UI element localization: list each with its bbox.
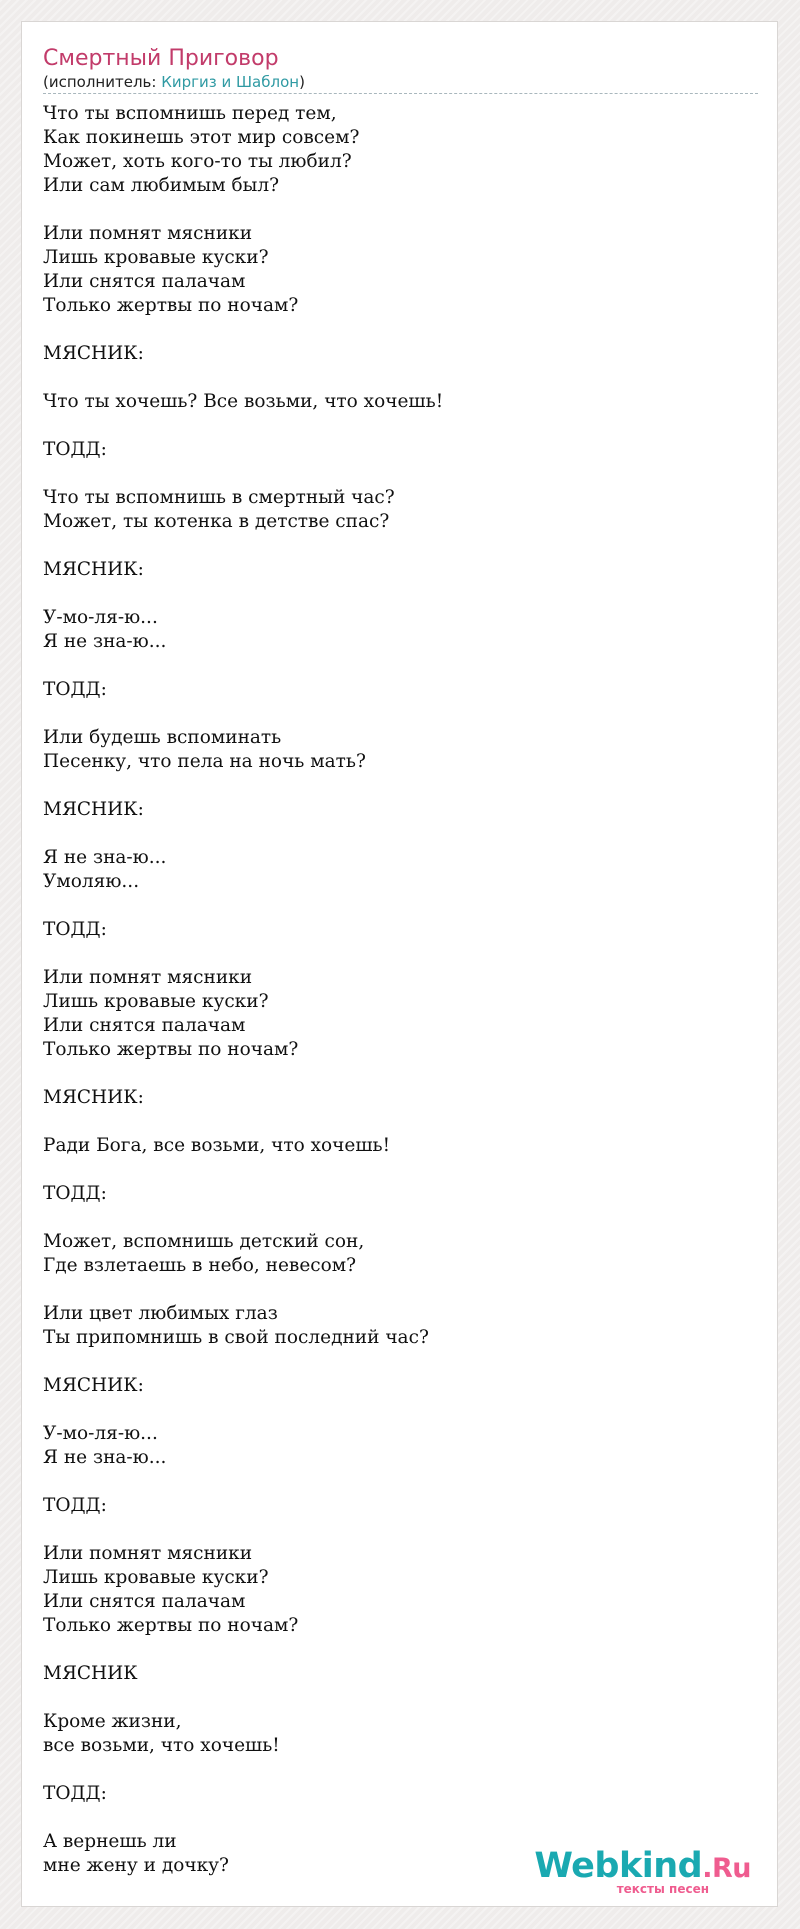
performer-line bbox=[43, 72, 758, 94]
lyrics-card bbox=[21, 21, 778, 1907]
performer-suffix: ) bbox=[299, 73, 305, 91]
song-title: Смертный Приговор bbox=[43, 46, 279, 71]
performer-link[interactable]: Киргиз и Шаблон bbox=[161, 73, 300, 91]
logo-name: Webkind bbox=[534, 1846, 703, 1886]
logo-tld: .Ru bbox=[702, 1853, 751, 1884]
logo-tagline: тексты песен bbox=[616, 1882, 709, 1896]
performer-prefix: (исполнитель: bbox=[43, 73, 162, 91]
site-logo[interactable] bbox=[534, 1845, 751, 1903]
lyrics-text: Что ты вспомнишь перед тем, Как покинешь этот мир совсем? Может, хоть кого-то ты любил? Или сам любимым был? Или помнят мясники Лишь кровавые куски? Или снятся палачам Только жертвы по ночам? МЯСНИК: Что ты хочешь? Все возьми, что хочешь! ТОДД: Что ты вспомнишь в смертный час? Может, ты котенка в детстве спас? МЯСНИК: У-мо-ля-ю... Я не зна-ю... ТОДД: Или будешь вспоминать Песенку, что пела на ночь мать? МЯСНИК: Я не зна-ю... Умоляю... ТОДД: Или помнят мясники Лишь кровавые куски? Или снятся палачам Только жертвы по ночам? МЯСНИК: Ради Бога, все возьми, что хочешь! ТОДД: Может, вспомнишь детский сон, Где взлетаешь в небо, невесом? Или цвет любимых глаз Ты припомнишь в свой последний час? МЯСНИК: У-мо-ля-ю... Я не зна-ю... ТОДД: Или помнят мясники Лишь кровавые куски? Или снятся палачам Только жертвы по ночам? МЯСНИК Кроме жизни, все возьми, что хочешь! ТОДД: А вернешь ли мне жену и дочку? bbox=[43, 103, 444, 1876]
